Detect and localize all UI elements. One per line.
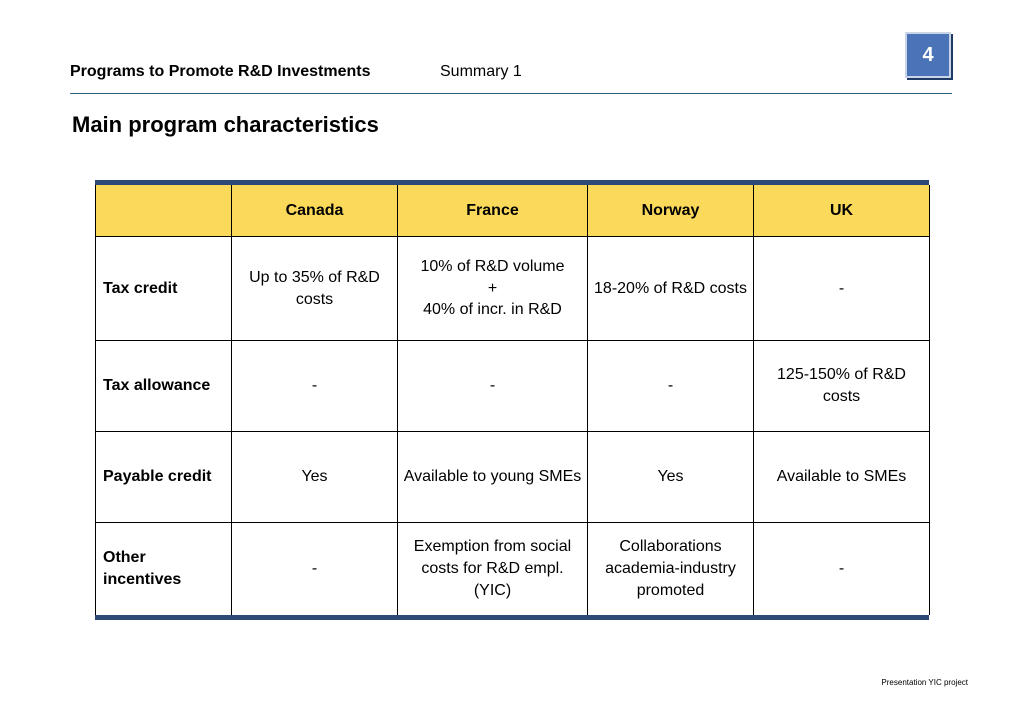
cell-text: +	[487, 279, 498, 297]
cell-text: Available to young SMEs	[403, 468, 582, 486]
cell-text: -	[311, 377, 318, 395]
cell-text: Yes	[657, 468, 684, 486]
characteristics-table	[95, 185, 930, 615]
cell-text: Exemption from social costs for R&D empl. (YIC)	[413, 538, 572, 599]
footer-text: Presentation YIC project	[881, 678, 968, 687]
cell-text: -	[667, 377, 674, 395]
row-label: Tax allowance	[96, 341, 232, 432]
cell-norway	[588, 523, 754, 615]
cell-france	[398, 237, 588, 341]
cell-france	[398, 341, 588, 432]
header-cell-uk: UK	[754, 185, 930, 237]
cell-text: 18-20% of R&D costs	[594, 279, 747, 297]
table-row	[96, 341, 930, 432]
header-cell-canada: Canada	[232, 185, 398, 237]
cell-text: Up to 35% of R&D costs	[249, 268, 380, 308]
cell-france	[398, 523, 588, 615]
row-label: Tax credit	[96, 237, 232, 341]
cell-text: Yes	[301, 468, 328, 486]
cell-uk	[754, 237, 930, 341]
cell-text: Available to SMEs	[776, 468, 907, 486]
header-subtitle: Summary 1	[440, 63, 522, 80]
cell-text: -	[311, 559, 318, 577]
cell-norway	[588, 237, 754, 341]
cell-text: -	[838, 559, 845, 577]
cell-text: 10% of R&D volume	[420, 258, 565, 276]
cell-canada	[232, 237, 398, 341]
cell-france	[398, 432, 588, 523]
table-row	[96, 432, 930, 523]
row-label: Other incentives	[96, 523, 232, 615]
table-row	[96, 523, 930, 615]
cell-norway	[588, 341, 754, 432]
main-title: Main program characteristics	[72, 112, 379, 137]
characteristics-table-wrapper	[95, 180, 929, 620]
cell-canada	[232, 341, 398, 432]
page-number-badge: 4	[905, 32, 951, 78]
table-header-row	[96, 185, 930, 237]
row-label: Payable credit	[96, 432, 232, 523]
cell-canada	[232, 432, 398, 523]
cell-text: Collaborations academia-industry promoted	[605, 538, 736, 599]
cell-canada	[232, 523, 398, 615]
header-title: Programs to Promote R&D Investments	[70, 63, 371, 80]
cell-norway	[588, 432, 754, 523]
cell-text: -	[489, 377, 496, 395]
table-row	[96, 237, 930, 341]
header-cell-norway: Norway	[588, 185, 754, 237]
table-body	[96, 185, 930, 615]
cell-text: 40% of incr. in R&D	[423, 301, 562, 319]
cell-uk	[754, 341, 930, 432]
header-cell-empty	[96, 185, 232, 237]
header-cell-france: France	[398, 185, 588, 237]
cell-uk	[754, 432, 930, 523]
cell-text: 125-150% of R&D costs	[777, 366, 906, 405]
header-divider	[70, 93, 952, 94]
cell-uk	[754, 523, 930, 615]
cell-text: -	[838, 279, 845, 297]
